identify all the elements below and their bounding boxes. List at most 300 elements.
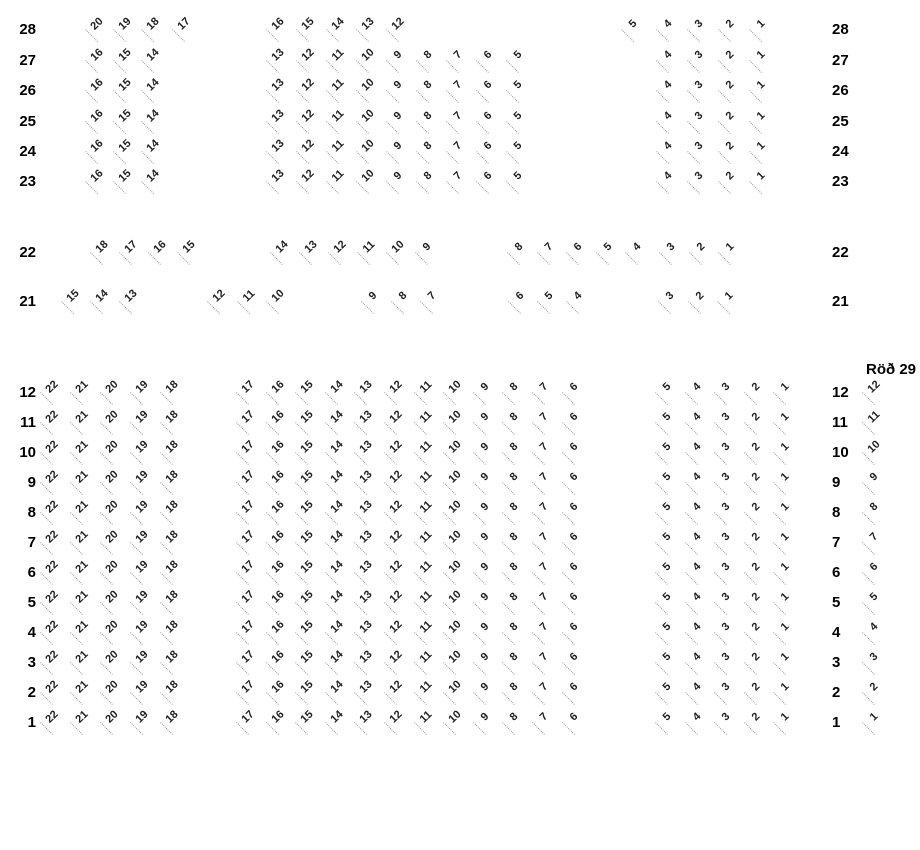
seat-tick-icon bbox=[744, 632, 757, 645]
seat-tick-icon bbox=[532, 482, 545, 495]
seat-number: 6 bbox=[567, 410, 580, 424]
seat-number: 11 bbox=[417, 498, 434, 516]
seat-number: 21 bbox=[73, 678, 91, 696]
seat-number: 13 bbox=[122, 287, 140, 305]
seat-number: 4 bbox=[690, 680, 703, 694]
row-label-right-11: 11 bbox=[832, 414, 848, 431]
seat-number: 18 bbox=[163, 408, 181, 426]
seat-tick-icon bbox=[476, 181, 489, 194]
seat-number: 12 bbox=[387, 498, 405, 516]
seat-number: 12 bbox=[387, 468, 405, 486]
seat-number: 4 bbox=[661, 48, 675, 62]
seat-number: 21 bbox=[73, 588, 91, 606]
seat-number: 19 bbox=[133, 378, 151, 396]
seat-number: 16 bbox=[269, 498, 287, 516]
seat-tick-icon bbox=[685, 572, 698, 585]
seat-number: 9 bbox=[478, 380, 492, 394]
seat-number: 10 bbox=[359, 137, 377, 155]
seat-tick-icon bbox=[656, 90, 669, 103]
seat-number: 1 bbox=[778, 710, 792, 724]
seat-number: 10 bbox=[359, 76, 377, 94]
seat-number: 1 bbox=[754, 17, 768, 31]
seat-number: 7 bbox=[537, 440, 551, 454]
seat-number: 12 bbox=[387, 558, 405, 576]
seat-tick-icon bbox=[656, 60, 669, 73]
seat-tick-icon bbox=[744, 572, 757, 585]
seat-number: 5 bbox=[660, 650, 674, 664]
seat-number: 15 bbox=[298, 438, 316, 456]
seat-tick-icon bbox=[446, 181, 459, 194]
seat-number: 16 bbox=[269, 678, 287, 696]
seat-number: 8 bbox=[512, 240, 526, 254]
seat-number: 18 bbox=[163, 558, 181, 576]
row-label-left-21: 21 bbox=[19, 293, 36, 310]
seat-number: 6 bbox=[481, 169, 495, 183]
seat-number: 1 bbox=[778, 620, 792, 634]
seat-number: 2 bbox=[749, 680, 762, 694]
seat-tick-icon bbox=[446, 151, 459, 164]
seat-number: 17 bbox=[239, 558, 257, 576]
seat-number: 13 bbox=[357, 708, 375, 726]
seat-tick-icon bbox=[420, 301, 433, 314]
seat-tick-icon bbox=[537, 252, 550, 265]
row-label-left-9: 9 bbox=[27, 474, 36, 491]
seat-number: 9 bbox=[391, 139, 405, 153]
seat-number: 16 bbox=[269, 438, 287, 456]
seat-number: 16 bbox=[269, 648, 287, 666]
seat-number: 11 bbox=[329, 76, 347, 94]
seat-number: 4 bbox=[690, 380, 703, 394]
seat-tick-icon bbox=[625, 252, 638, 265]
seat-tick-icon bbox=[566, 252, 579, 265]
seat-number: 11 bbox=[865, 408, 883, 426]
seat-tick-icon bbox=[685, 392, 698, 405]
seat-number: 18 bbox=[163, 618, 181, 636]
seat-number: 19 bbox=[133, 528, 151, 546]
seat-number: 10 bbox=[865, 438, 883, 456]
seat-number: 12 bbox=[210, 287, 228, 305]
seat-number: 4 bbox=[661, 169, 675, 183]
seat-number: 8 bbox=[508, 500, 521, 514]
seat-number: 12 bbox=[387, 618, 405, 636]
seat-number: 15 bbox=[116, 167, 134, 185]
seat-number: 10 bbox=[269, 287, 287, 305]
seat-number: 16 bbox=[151, 238, 169, 256]
seat-number: 18 bbox=[163, 498, 181, 516]
seat-number: 4 bbox=[661, 17, 675, 31]
seat-number: 17 bbox=[175, 15, 193, 33]
seat-number: 2 bbox=[723, 169, 737, 183]
seat-number: 5 bbox=[660, 590, 674, 604]
seat-tick-icon bbox=[562, 632, 575, 645]
seat-number: 14 bbox=[328, 438, 346, 456]
seat-tick-icon bbox=[503, 452, 516, 465]
seat-tick-icon bbox=[532, 632, 545, 645]
seat-number: 1 bbox=[778, 500, 792, 514]
row-label-right-21: 21 bbox=[832, 293, 849, 310]
seat-number: 22 bbox=[43, 618, 61, 636]
seat-number: 2 bbox=[749, 500, 762, 514]
seat-tick-icon bbox=[862, 662, 875, 675]
seat-tick-icon bbox=[416, 121, 429, 134]
seat-number: 11 bbox=[417, 648, 434, 666]
seat-number: 14 bbox=[93, 287, 111, 305]
seat-number: 1 bbox=[754, 169, 768, 183]
row-label-left-23: 23 bbox=[19, 173, 36, 190]
row-label-left-12: 12 bbox=[19, 384, 36, 401]
seat-number: 7 bbox=[537, 410, 551, 424]
seat-number: 5 bbox=[511, 139, 525, 153]
seat-number: 7 bbox=[537, 500, 551, 514]
seat-tick-icon bbox=[655, 482, 668, 495]
seat-tick-icon bbox=[773, 512, 786, 525]
row-label-left-2: 2 bbox=[27, 684, 36, 701]
seat-number: 9 bbox=[478, 410, 492, 424]
seat-number: 8 bbox=[421, 169, 435, 183]
row-label-right-6: 6 bbox=[832, 564, 841, 581]
seat-tick-icon bbox=[655, 572, 668, 585]
seat-number: 21 bbox=[73, 528, 91, 546]
seat-number: 4 bbox=[661, 139, 675, 153]
seat-number: 13 bbox=[357, 528, 375, 546]
seat-number: 20 bbox=[103, 408, 121, 426]
row-label-right-3: 3 bbox=[832, 654, 841, 671]
seat-tick-icon bbox=[503, 482, 516, 495]
seat-number: 16 bbox=[269, 468, 287, 486]
seat-number: 9 bbox=[867, 470, 881, 484]
seat-tick-icon bbox=[508, 301, 521, 314]
seat-tick-icon bbox=[656, 151, 669, 164]
row-label-right-8: 8 bbox=[832, 504, 841, 521]
seat-number: 8 bbox=[508, 680, 521, 694]
seat-tick-icon bbox=[773, 542, 786, 555]
seat-number: 8 bbox=[421, 48, 435, 62]
seat-number: 16 bbox=[269, 528, 287, 546]
seat-number: 14 bbox=[329, 15, 347, 33]
seat-number: 14 bbox=[144, 167, 162, 185]
seat-number: 2 bbox=[723, 48, 737, 62]
seat-tick-icon bbox=[744, 722, 757, 735]
seat-number: 4 bbox=[690, 470, 703, 484]
seat-tick-icon bbox=[503, 542, 516, 555]
seat-number: 22 bbox=[43, 648, 61, 666]
seat-number: 14 bbox=[273, 238, 291, 256]
seat-number: 19 bbox=[133, 408, 151, 426]
seat-tick-icon bbox=[476, 121, 489, 134]
seat-tick-icon bbox=[656, 181, 669, 194]
seat-tick-icon bbox=[655, 632, 668, 645]
seat-number: 4 bbox=[690, 500, 703, 514]
seat-number: 22 bbox=[43, 678, 61, 696]
seat-tick-icon bbox=[562, 722, 575, 735]
seat-number: 5 bbox=[511, 169, 525, 183]
seat-number: 6 bbox=[567, 440, 580, 454]
seat-number: 3 bbox=[692, 78, 706, 92]
seat-number: 16 bbox=[269, 708, 287, 726]
seat-number: 3 bbox=[719, 590, 733, 604]
seat-number: 7 bbox=[425, 289, 439, 303]
seat-number: 8 bbox=[508, 380, 521, 394]
seat-tick-icon bbox=[744, 452, 757, 465]
seat-number: 8 bbox=[421, 78, 435, 92]
seat-number: 10 bbox=[359, 46, 377, 64]
seat-number: 10 bbox=[446, 528, 464, 546]
seat-number: 19 bbox=[133, 648, 151, 666]
seat-number: 9 bbox=[420, 240, 434, 254]
seat-number: 4 bbox=[630, 240, 644, 254]
seat-tick-icon bbox=[685, 722, 698, 735]
seat-number: 16 bbox=[269, 408, 287, 426]
seat-number: 10 bbox=[446, 618, 464, 636]
seat-number: 5 bbox=[660, 560, 674, 574]
seat-number: 8 bbox=[508, 620, 521, 634]
seat-number: 7 bbox=[451, 109, 465, 123]
seat-number: 3 bbox=[692, 169, 706, 183]
seat-number: 4 bbox=[867, 620, 881, 634]
seat-number: 8 bbox=[508, 650, 521, 664]
seat-number: 14 bbox=[144, 107, 162, 125]
seat-number: 10 bbox=[446, 588, 464, 606]
seat-tick-icon bbox=[659, 252, 672, 265]
seat-tick-icon bbox=[685, 542, 698, 555]
seat-number: 7 bbox=[542, 240, 555, 254]
seat-number: 14 bbox=[328, 498, 346, 516]
seat-number: 7 bbox=[537, 470, 551, 484]
seat-number: 22 bbox=[43, 438, 61, 456]
seat-number: 15 bbox=[298, 498, 316, 516]
seat-tick-icon bbox=[473, 722, 486, 735]
row-label-left-11: 11 bbox=[20, 414, 36, 431]
seat-number: 4 bbox=[690, 650, 703, 664]
seat-number: 8 bbox=[508, 710, 521, 724]
seat-number: 1 bbox=[778, 410, 792, 424]
row-label-left-27: 27 bbox=[19, 52, 36, 69]
seat-tick-icon bbox=[749, 29, 762, 42]
seat-number: 2 bbox=[749, 590, 762, 604]
seat-number: 1 bbox=[722, 289, 736, 303]
seat-tick-icon bbox=[687, 29, 700, 42]
seat-tick-icon bbox=[416, 181, 429, 194]
seat-number: 6 bbox=[513, 289, 527, 303]
seat-number: 14 bbox=[328, 528, 346, 546]
seat-number: 12 bbox=[387, 588, 405, 606]
seat-number: 12 bbox=[299, 46, 317, 64]
seat-tick-icon bbox=[566, 301, 579, 314]
row-label-right-24: 24 bbox=[832, 143, 849, 160]
row-label-right-23: 23 bbox=[832, 173, 849, 190]
seat-number: 6 bbox=[867, 560, 881, 574]
seat-number: 16 bbox=[88, 107, 106, 125]
seat-tick-icon bbox=[714, 512, 727, 525]
seat-tick-icon bbox=[749, 151, 762, 164]
seat-tick-icon bbox=[744, 422, 757, 435]
seat-number: 14 bbox=[144, 46, 162, 64]
seat-tick-icon bbox=[718, 121, 731, 134]
seat-number: 21 bbox=[73, 648, 91, 666]
seat-number: 15 bbox=[64, 287, 82, 305]
seat-number: 11 bbox=[417, 378, 434, 396]
seat-number: 20 bbox=[103, 558, 121, 576]
seat-tick-icon bbox=[862, 482, 875, 495]
seat-number: 5 bbox=[660, 440, 674, 454]
seat-tick-icon bbox=[562, 512, 575, 525]
seat-number: 2 bbox=[723, 78, 737, 92]
seat-number: 6 bbox=[481, 109, 495, 123]
seat-tick-icon bbox=[773, 662, 786, 675]
seat-tick-icon bbox=[718, 181, 731, 194]
seat-number: 14 bbox=[328, 618, 346, 636]
seat-number: 22 bbox=[43, 468, 61, 486]
seat-number: 22 bbox=[43, 588, 61, 606]
seat-tick-icon bbox=[685, 482, 698, 495]
seat-number: 16 bbox=[269, 558, 287, 576]
seat-number: 6 bbox=[567, 380, 580, 394]
seat-number: 11 bbox=[240, 287, 257, 305]
seat-number: 11 bbox=[329, 107, 347, 125]
seat-number: 6 bbox=[567, 650, 580, 664]
seat-tick-icon bbox=[655, 422, 668, 435]
seat-tick-icon bbox=[473, 422, 486, 435]
seat-number: 5 bbox=[660, 410, 674, 424]
row-label-right-26: 26 bbox=[832, 82, 849, 99]
seat-number: 9 bbox=[366, 289, 380, 303]
row-label-right-25: 25 bbox=[832, 113, 849, 130]
seat-number: 2 bbox=[749, 440, 762, 454]
seat-tick-icon bbox=[503, 392, 516, 405]
seat-number: 9 bbox=[478, 530, 492, 544]
seat-number: 15 bbox=[298, 558, 316, 576]
seat-number: 17 bbox=[239, 498, 257, 516]
seat-tick-icon bbox=[656, 121, 669, 134]
seat-number: 17 bbox=[239, 378, 257, 396]
seat-number: 10 bbox=[446, 468, 464, 486]
seat-number: 1 bbox=[778, 650, 792, 664]
seat-number: 8 bbox=[867, 500, 881, 514]
seat-tick-icon bbox=[562, 452, 575, 465]
seat-tick-icon bbox=[655, 602, 668, 615]
seat-number: 12 bbox=[299, 167, 317, 185]
seat-number: 8 bbox=[508, 530, 521, 544]
seat-number: 5 bbox=[626, 17, 640, 31]
seat-tick-icon bbox=[506, 60, 519, 73]
seat-number: 3 bbox=[719, 650, 733, 664]
row-label-right-28: 28 bbox=[832, 21, 849, 38]
seat-tick-icon bbox=[416, 90, 429, 103]
row-label-left-5: 5 bbox=[27, 594, 36, 611]
seat-number: 12 bbox=[389, 15, 407, 33]
row-label-left-7: 7 bbox=[27, 534, 36, 551]
seat-number: 1 bbox=[867, 710, 881, 724]
seat-number: 1 bbox=[778, 380, 792, 394]
seat-number: 1 bbox=[754, 139, 768, 153]
seat-tick-icon bbox=[562, 662, 575, 675]
seat-number: 17 bbox=[239, 588, 257, 606]
seat-number: 19 bbox=[133, 618, 151, 636]
seat-tick-icon bbox=[503, 662, 516, 675]
seat-tick-icon bbox=[506, 181, 519, 194]
seat-tick-icon bbox=[687, 121, 700, 134]
seat-tick-icon bbox=[473, 452, 486, 465]
seat-tick-icon bbox=[503, 692, 516, 705]
seat-tick-icon bbox=[714, 482, 727, 495]
seat-number: 18 bbox=[163, 528, 181, 546]
seat-number: 7 bbox=[537, 530, 551, 544]
seat-tick-icon bbox=[476, 151, 489, 164]
seat-number: 20 bbox=[103, 678, 121, 696]
seat-tick-icon bbox=[446, 60, 459, 73]
seat-tick-icon bbox=[562, 422, 575, 435]
seat-number: 9 bbox=[391, 109, 405, 123]
seat-number: 14 bbox=[328, 678, 346, 696]
seat-tick-icon bbox=[532, 692, 545, 705]
seat-number: 18 bbox=[163, 708, 181, 726]
seat-tick-icon bbox=[718, 90, 731, 103]
seat-number: 9 bbox=[478, 620, 492, 634]
seat-tick-icon bbox=[658, 301, 671, 314]
seat-number: 15 bbox=[298, 528, 316, 546]
seat-number: 9 bbox=[478, 710, 492, 724]
seat-number: 15 bbox=[298, 588, 316, 606]
row-label-right-10: 10 bbox=[832, 444, 849, 461]
seat-tick-icon bbox=[718, 29, 731, 42]
seat-tick-icon bbox=[718, 151, 731, 164]
seat-number: 6 bbox=[567, 680, 580, 694]
seat-tick-icon bbox=[655, 452, 668, 465]
seat-number: 6 bbox=[481, 139, 495, 153]
seat-number: 2 bbox=[749, 470, 762, 484]
seat-number: 10 bbox=[446, 408, 464, 426]
seat-tick-icon bbox=[718, 252, 731, 265]
seat-tick-icon bbox=[476, 90, 489, 103]
seat-number: 19 bbox=[133, 588, 151, 606]
seat-number: 17 bbox=[239, 408, 257, 426]
seat-tick-icon bbox=[532, 422, 545, 435]
seat-number: 13 bbox=[357, 648, 375, 666]
seat-tick-icon bbox=[689, 252, 702, 265]
seat-number: 5 bbox=[660, 500, 674, 514]
seat-number: 5 bbox=[511, 109, 525, 123]
seat-tick-icon bbox=[473, 512, 486, 525]
seat-number: 21 bbox=[73, 468, 91, 486]
row-label-right-27: 27 bbox=[832, 52, 849, 69]
seat-number: 12 bbox=[299, 107, 317, 125]
seat-tick-icon bbox=[503, 602, 516, 615]
seat-number: 9 bbox=[478, 470, 492, 484]
seat-number: 12 bbox=[299, 137, 317, 155]
seat-number: 5 bbox=[867, 590, 881, 604]
seat-number: 18 bbox=[163, 378, 181, 396]
seat-tick-icon bbox=[685, 452, 698, 465]
seat-number: 13 bbox=[359, 15, 377, 33]
seat-number: 16 bbox=[88, 167, 106, 185]
seat-number: 13 bbox=[357, 498, 375, 516]
seat-tick-icon bbox=[473, 482, 486, 495]
seat-tick-icon bbox=[714, 692, 727, 705]
seat-number: 6 bbox=[567, 500, 580, 514]
seat-tick-icon bbox=[862, 512, 875, 525]
seat-tick-icon bbox=[416, 151, 429, 164]
row-label-right-7: 7 bbox=[832, 534, 841, 551]
seat-tick-icon bbox=[714, 392, 727, 405]
seat-tick-icon bbox=[687, 90, 700, 103]
seat-number: 12 bbox=[387, 408, 405, 426]
seat-number: 3 bbox=[719, 530, 733, 544]
seat-tick-icon bbox=[621, 29, 634, 42]
seat-tick-icon bbox=[685, 662, 698, 675]
seat-number: 15 bbox=[298, 648, 316, 666]
seat-number: 13 bbox=[357, 558, 375, 576]
seat-number: 15 bbox=[298, 378, 316, 396]
